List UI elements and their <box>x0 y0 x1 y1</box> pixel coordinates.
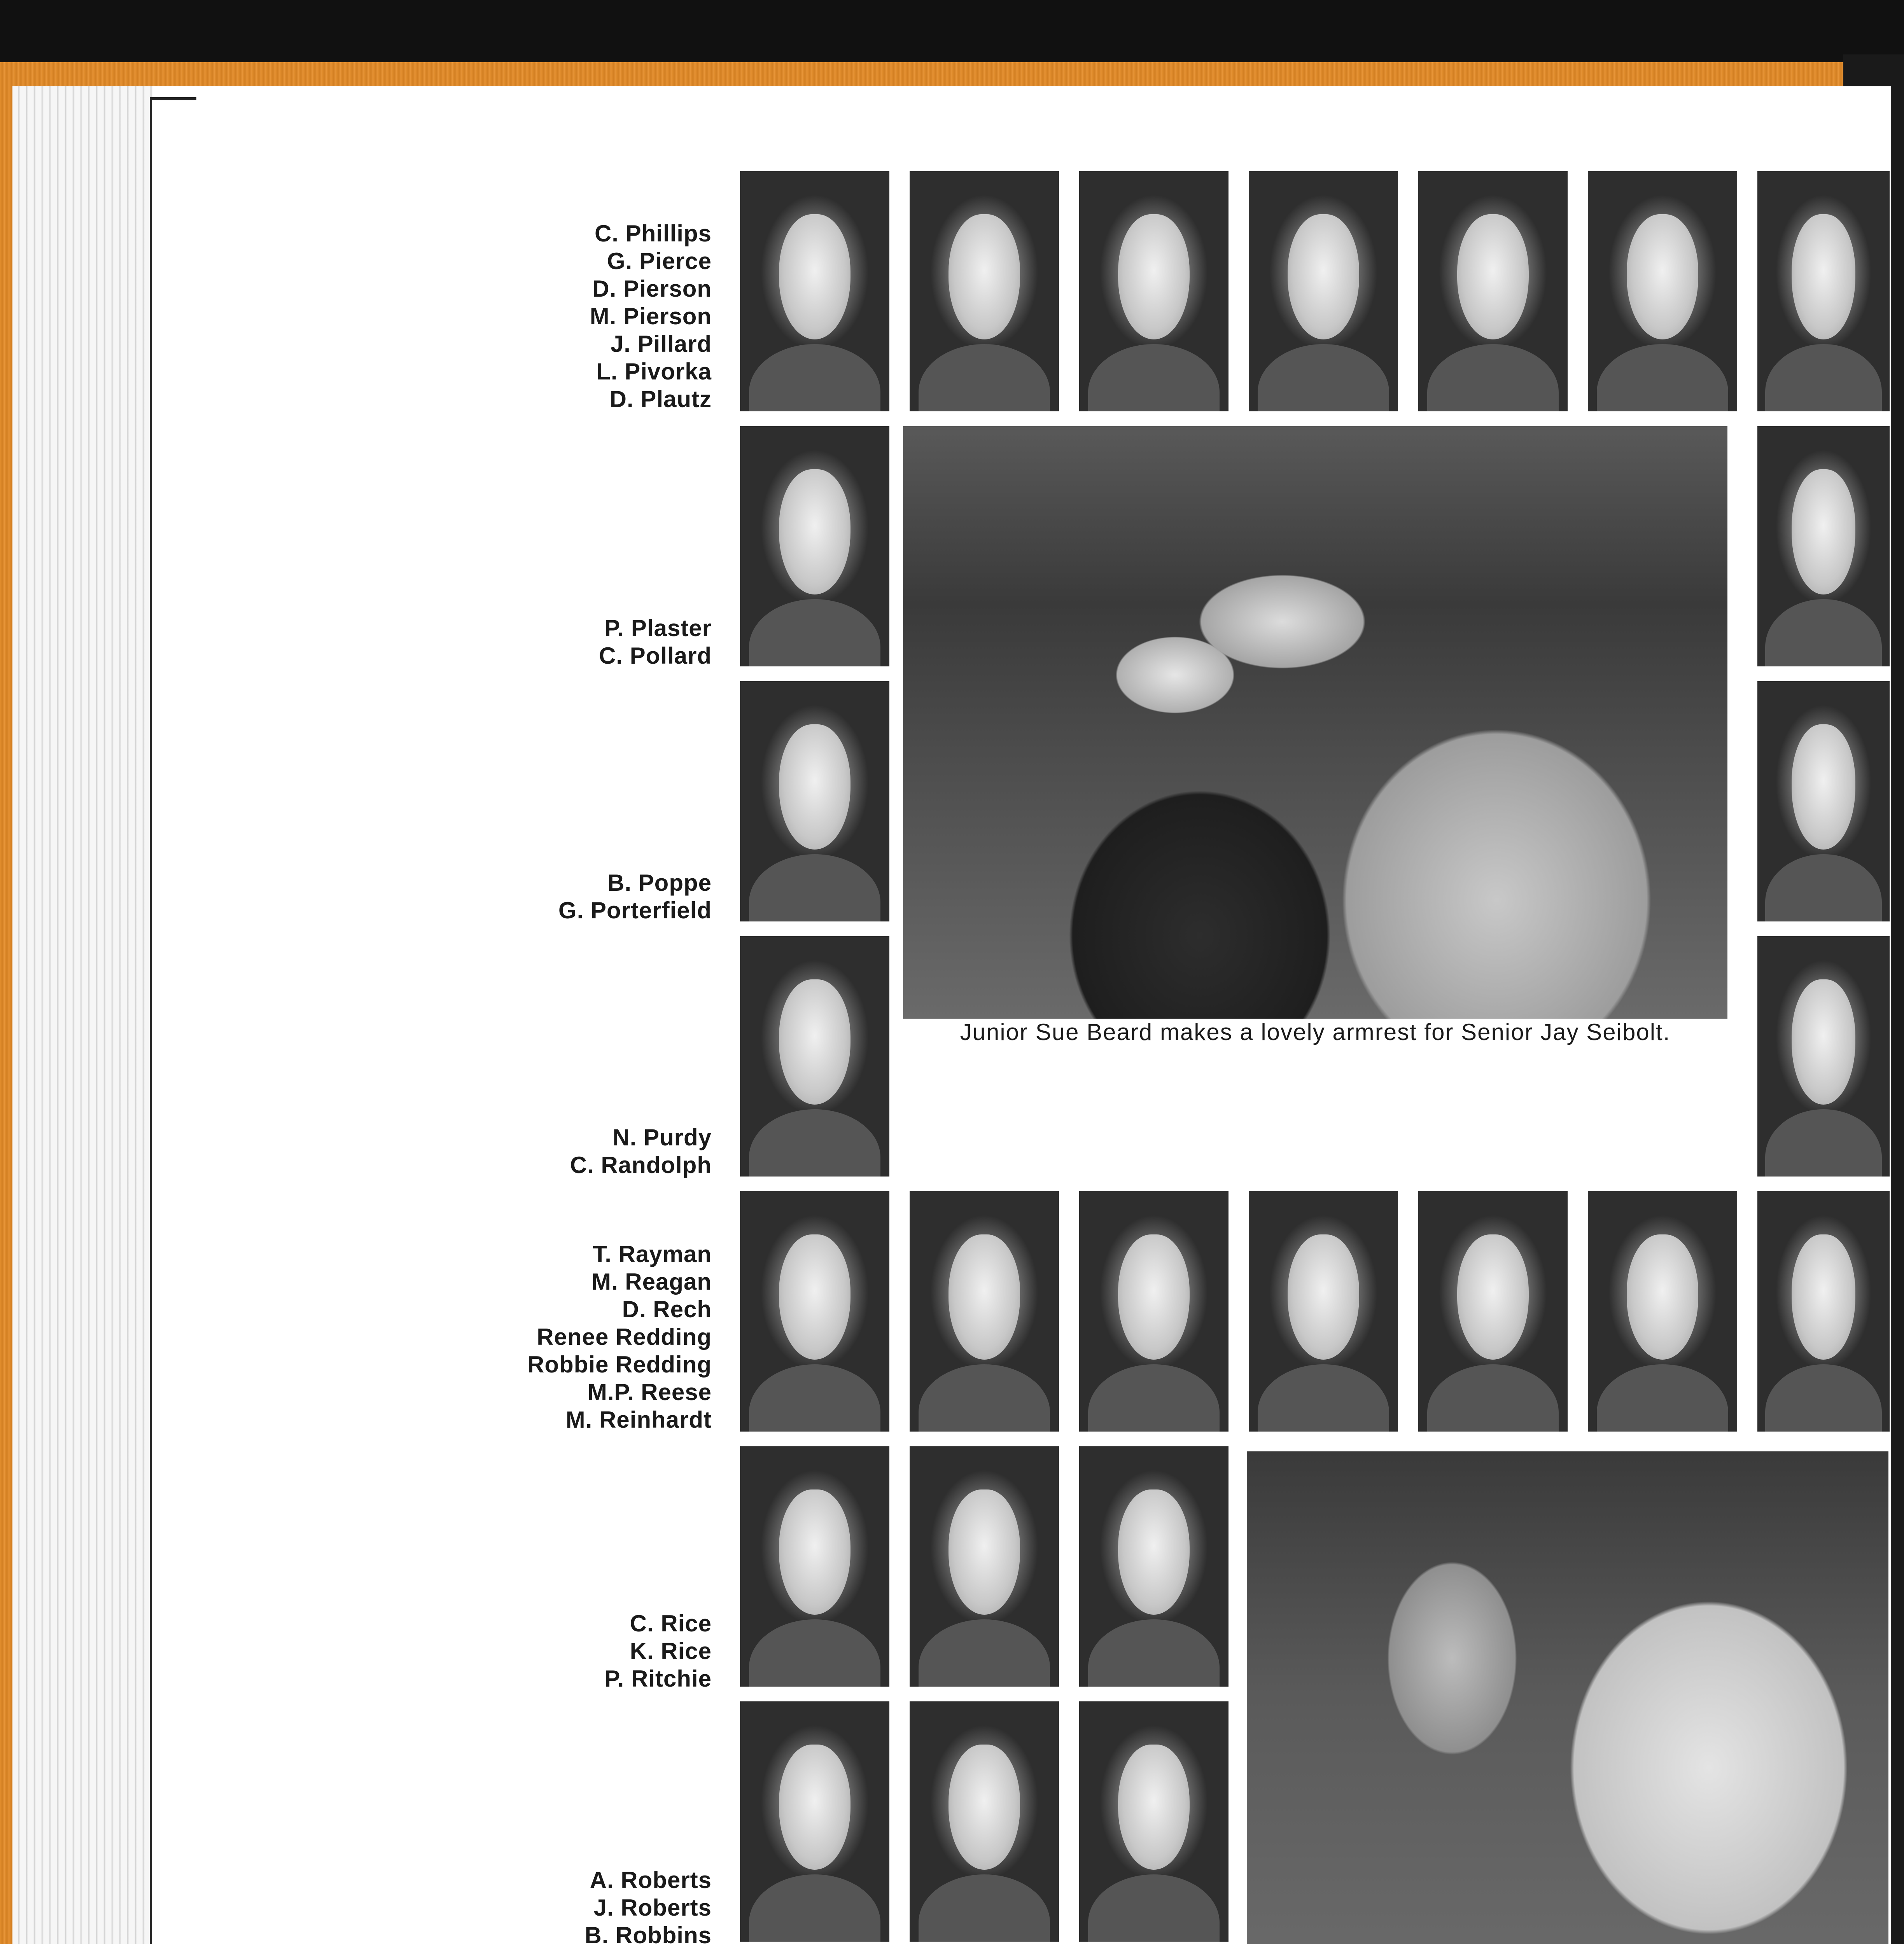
student-name: N. Purdy <box>612 1124 712 1150</box>
student-name: G. Pierce <box>607 248 712 274</box>
student-name: J. Pillard <box>610 331 712 357</box>
student-name: J. Roberts <box>593 1895 712 1921</box>
name-list-row-2 <box>323 614 712 670</box>
student-name: B. Robbins <box>584 1922 712 1944</box>
student-name: M.P. Reese <box>587 1379 712 1405</box>
portrait-photo <box>1079 1191 1228 1432</box>
portrait-photo <box>1079 171 1228 411</box>
candid-photo-arm-rest <box>903 426 1727 1019</box>
portrait-photo <box>1757 426 1890 666</box>
student-name: Robbie Redding <box>527 1351 712 1378</box>
name-list-row-5 <box>323 1240 712 1434</box>
portrait-photo <box>740 936 889 1177</box>
name-list-row-4 <box>323 1124 712 1179</box>
portrait-photo <box>910 1701 1059 1942</box>
student-name: D. Rech <box>622 1296 712 1322</box>
page-edges-left <box>12 86 152 1944</box>
student-name: Renee Redding <box>537 1324 712 1350</box>
portrait-photo <box>1079 1701 1228 1942</box>
student-name: B. Poppe <box>607 870 712 896</box>
student-name: M. Pierson <box>590 303 712 329</box>
portrait-photo <box>1418 171 1568 411</box>
portrait-photo <box>910 1191 1059 1432</box>
binding-line <box>150 97 152 1944</box>
binding-cap <box>150 97 196 100</box>
student-name: A. Roberts <box>590 1867 712 1893</box>
portrait-photo <box>1249 1191 1398 1432</box>
student-name: T. Rayman <box>593 1241 712 1267</box>
portrait-photo <box>1418 1191 1568 1432</box>
portrait-photo <box>1079 1446 1228 1687</box>
student-name: P. Ritchie <box>604 1666 712 1692</box>
portrait-photo <box>740 1446 889 1687</box>
student-name: G. Porterfield <box>558 897 712 923</box>
portrait-photo <box>1588 171 1737 411</box>
student-name: M. Reinhardt <box>565 1407 712 1433</box>
student-name: C. Randolph <box>570 1152 712 1178</box>
name-list-row-7 <box>323 1866 712 1944</box>
portrait-photo <box>740 681 889 921</box>
student-name: M. Reagan <box>591 1269 712 1295</box>
student-name: C. Phillips <box>594 220 712 246</box>
name-list-row-3 <box>323 869 712 924</box>
portrait-photo <box>740 171 889 411</box>
portrait-photo <box>1757 1191 1890 1432</box>
portrait-photo <box>1588 1191 1737 1432</box>
portrait-photo <box>1757 936 1890 1177</box>
name-list-row-1 <box>323 220 712 413</box>
name-list-row-6 <box>323 1610 712 1692</box>
photo-caption: Junior Sue Beard makes a lovely armrest for Senior Jay Seibolt. <box>960 1019 1671 1045</box>
student-name: L. Pivorka <box>596 358 712 385</box>
portrait-photo <box>740 1191 889 1432</box>
portrait-photo <box>1757 171 1890 411</box>
portrait-photo <box>740 1701 889 1942</box>
portrait-photo <box>1249 171 1398 411</box>
portrait-photo <box>910 1446 1059 1687</box>
portrait-photo <box>740 426 889 666</box>
portrait-photo <box>910 171 1059 411</box>
top-shadow-band <box>0 0 1904 62</box>
candid-photo-picture-day <box>1247 1451 1888 1944</box>
student-name: C. Rice <box>630 1610 712 1636</box>
student-name: D. Plautz <box>609 386 712 412</box>
student-name: K. Rice <box>630 1638 712 1664</box>
student-name: D. Pierson <box>592 276 712 302</box>
student-name: C. Pollard <box>598 643 712 669</box>
portrait-photo <box>1757 681 1890 921</box>
student-name: P. Plaster <box>604 615 712 641</box>
